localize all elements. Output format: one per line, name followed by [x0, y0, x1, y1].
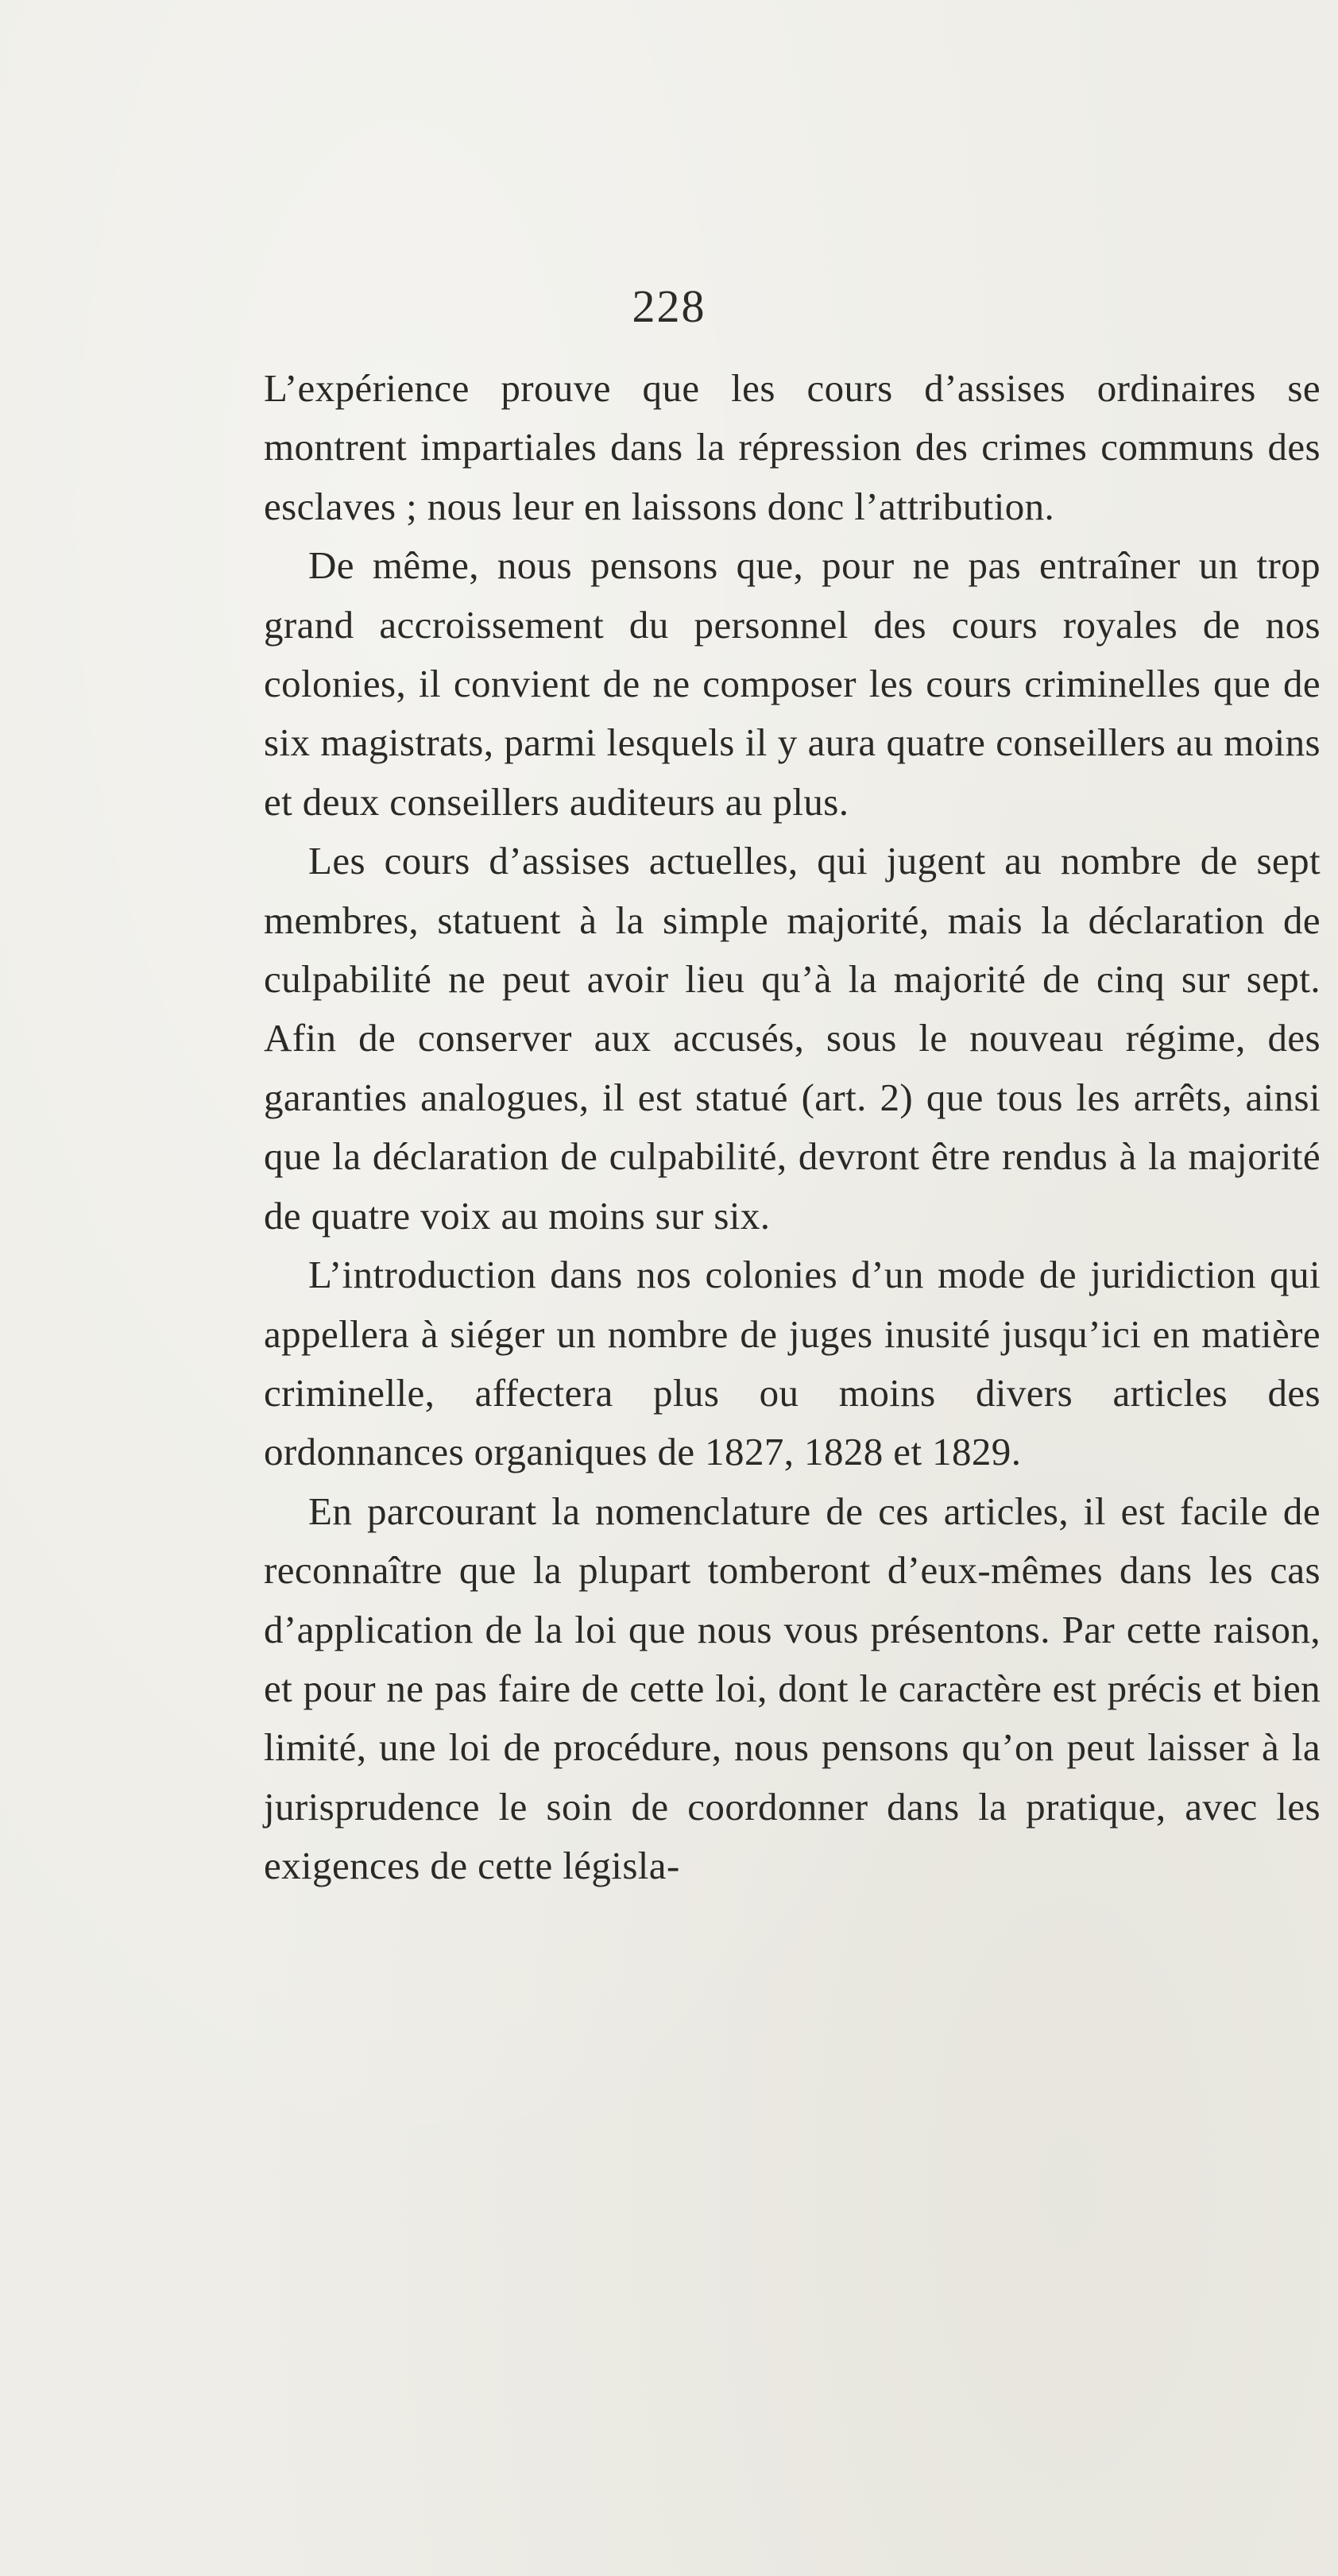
paragraph-3: Les cours d’assises actuelles, qui jugent au nombre de sept membres, statuent à la simple majorité, mais la déclaration de culpabilité ne peut avoir lieu qu’à la majorité de cinq sur sept. Afin de conserver aux accusés, sous le nouveau régime, des garanties analogues, il est statué (art. 2) que tous les arrêts, ainsi que la déclaration de culpabilité, devront être rendus à la majorité de quatre voix au moins sur six.: [264, 839, 1321, 1238]
paragraph-2: De même, nous pensons que, pour ne pas entraîner un trop grand accroissement du personnel des cours royales de nos colonies, il convient de ne composer les cours criminelles que de six magistrats, parmi lesquels il y aura quatre conseillers au moins et deux conseillers auditeurs au plus.: [264, 543, 1321, 824]
paragraph-4: L’introduction dans nos colonies d’un mode de juridiction qui appellera à siéger un nombre de juges inusité jusqu’ici en matière criminelle, affectera plus ou moins divers articles des ordonnances organiques de 1827, 1828 et 1829.: [264, 1253, 1321, 1474]
body-text: [264, 359, 1321, 1896]
paragraph-1: L’expérience prouve que les cours d’assises ordinaires se montrent impartiales dans la répression des crimes communs des esclaves ; nous leur en laissons donc l’attribution.: [264, 366, 1321, 528]
page-number: 228: [632, 280, 706, 332]
paragraph-5: En parcourant la nomenclature de ces articles, il est facile de reconnaître que la plupart tomberont d’eux-mêmes dans les cas d’application de la loi que nous vous présentons. Par cette raison, et pour ne pas faire de cette loi, dont le caractère est précis et bien limité, une loi de procédure, nous pensons qu’on peut laisser à la jurisprudence le soin de coordonner dans la pratique, avec les exigences de cette législa-: [264, 1489, 1321, 1888]
